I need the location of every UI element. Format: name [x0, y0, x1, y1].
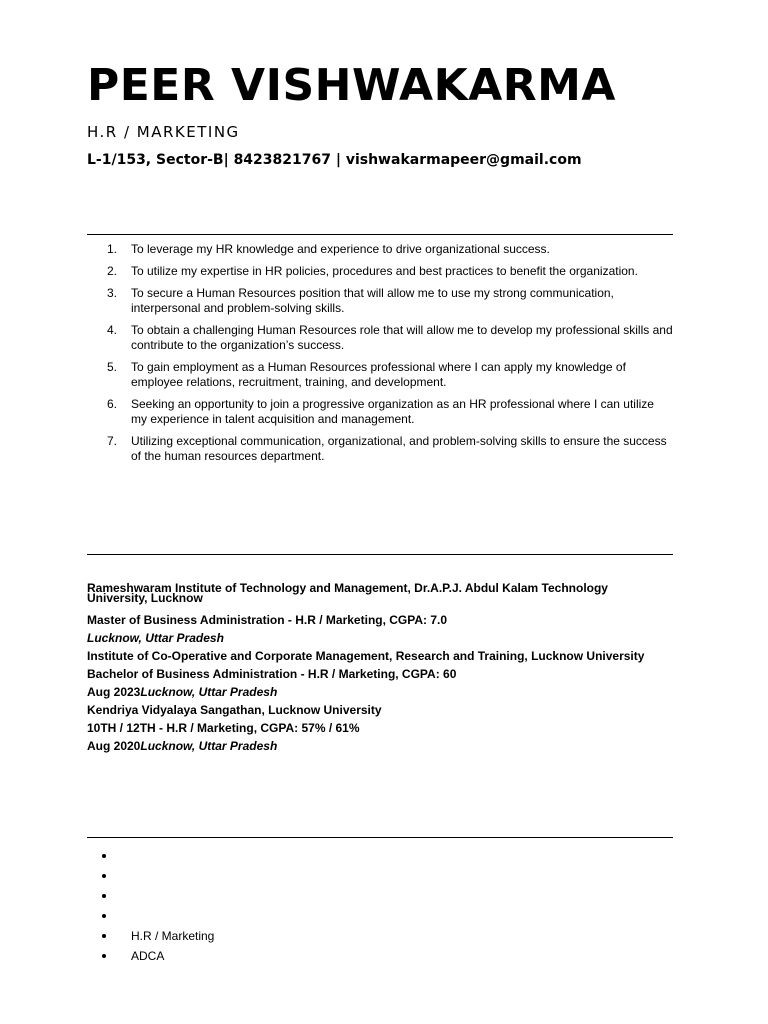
objective-number: 3.	[107, 286, 118, 300]
education-date-location	[87, 737, 687, 755]
skill-item	[87, 946, 214, 966]
education-date-location	[87, 683, 687, 701]
bullet-icon	[102, 854, 106, 858]
contact-line: L-1/153, Sector-B| 8423821767 | vishwakarmapeer@gmail.com	[87, 152, 582, 168]
bullet-icon	[102, 874, 106, 878]
education-date: Aug 2023	[87, 685, 141, 699]
section-divider-objectives	[87, 234, 673, 235]
objectives-list	[87, 242, 673, 471]
objective-text: To utilize my expertise in HR policies, procedures and best practices to benefit the organization.	[131, 264, 638, 278]
skill-item	[87, 906, 214, 926]
candidate-name: PEER VISHWAKARMA	[87, 60, 616, 111]
education-location: Lucknow, Uttar Pradesh	[140, 739, 278, 753]
objective-number: 6.	[107, 397, 118, 411]
education-degree: Master of Business Administration - H.R / Marketing, CGPA: 7.0	[87, 613, 448, 627]
education-degree: 10TH / 12TH - H.R / Marketing, CGPA: 57% / 61%	[87, 721, 360, 735]
skill-item	[87, 866, 214, 886]
objective-text: Utilizing exceptional communication, organizational, and problem-solving skills to ensure the success of the human resources department.	[131, 434, 667, 463]
bullet-icon	[102, 894, 106, 898]
objective-item	[87, 397, 673, 427]
education-institution: Kendriya Vidyalaya Sangathan, Lucknow University	[87, 703, 382, 717]
objective-text: Seeking an opportunity to join a progressive organization as an HR professional where I can utilize my experience in talent acquisition and management.	[131, 397, 654, 426]
objective-item	[87, 323, 673, 353]
education-institution: Institute of Co-Operative and Corporate Management, Research and Training, Lucknow University	[87, 649, 645, 663]
bullet-icon	[102, 934, 106, 938]
objective-item	[87, 242, 673, 257]
education-section	[87, 583, 687, 755]
education-location: Lucknow, Uttar Pradesh	[87, 631, 224, 645]
skill-text: H.R / Marketing	[131, 929, 215, 943]
skill-text: ADCA	[131, 949, 165, 963]
bullet-icon	[102, 954, 106, 958]
education-date: Aug 2020	[87, 739, 141, 753]
education-location: Lucknow, Uttar Pradesh	[140, 685, 278, 699]
skill-item	[87, 846, 214, 866]
objective-item	[87, 360, 673, 390]
objective-text: To secure a Human Resources position that will allow me to use my strong communication, interpersonal and problem-solving skills.	[131, 286, 614, 315]
objective-text: To leverage my HR knowledge and experience to drive organizational success.	[131, 242, 550, 256]
objective-item	[87, 264, 673, 279]
objective-number: 2.	[107, 264, 118, 278]
objective-number: 1.	[107, 242, 118, 256]
section-divider-skills	[87, 837, 673, 838]
objective-number: 5.	[107, 360, 118, 374]
objective-number: 7.	[107, 434, 118, 448]
education-degree: Bachelor of Business Administration - H.R / Marketing, CGPA: 60	[87, 667, 457, 681]
skill-item	[87, 886, 214, 906]
skills-list	[87, 846, 214, 966]
objective-text: To obtain a challenging Human Resources role that will allow me to develop my professional skills and contribute to the organization’s success.	[131, 323, 673, 352]
objective-text: To gain employment as a Human Resources professional where I can apply my knowledge of employee relations, recruitment, training, and development.	[131, 360, 626, 389]
objective-number: 4.	[107, 323, 118, 337]
candidate-role: H.R / MARKETING	[87, 123, 240, 141]
education-institution: Rameshwaram Institute of Technology and Management, Dr.A.P.J. Abdul Kalam Technology University, Lucknow	[87, 581, 608, 605]
skill-item	[87, 926, 214, 946]
bullet-icon	[102, 914, 106, 918]
objective-item	[87, 434, 673, 464]
section-divider-education	[87, 554, 673, 555]
objective-item	[87, 286, 673, 316]
